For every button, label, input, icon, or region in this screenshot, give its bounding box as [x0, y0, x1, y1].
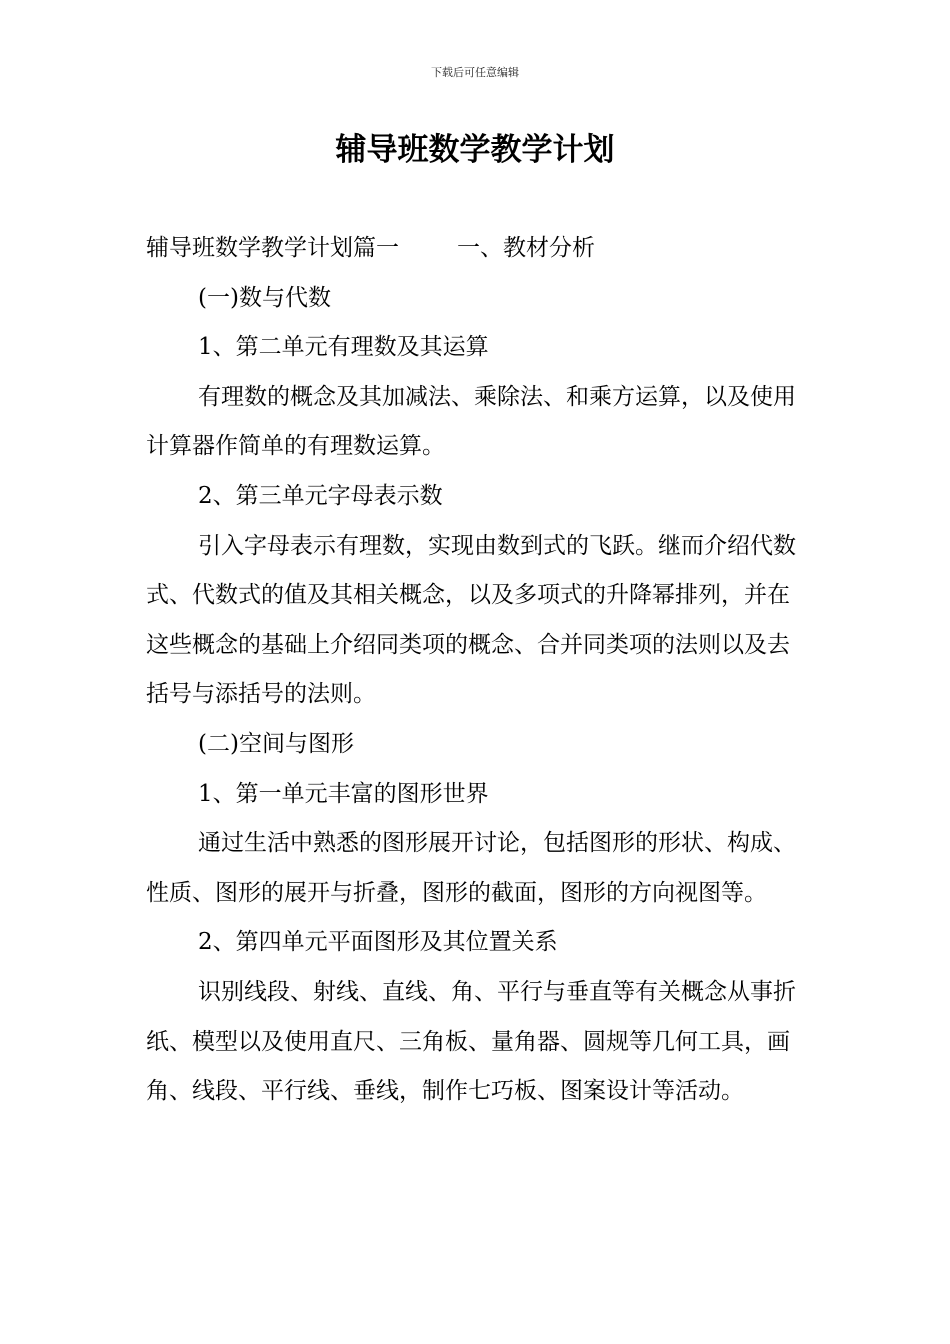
unit-heading: 1、第一单元丰富的图形世界 — [198, 780, 489, 807]
body-paragraph: 有理数的概念及其加减法、乘除法、和乘方运算，以及使用计算器作简单的有理数运算。 — [146, 383, 796, 460]
unit-heading: 1、第二单元有理数及其运算 — [198, 334, 489, 361]
subsection-heading: (一)数与代数 — [198, 284, 331, 311]
header-note: 下载后可任意编辑 — [431, 66, 519, 79]
body-paragraph: 通过生活中熟悉的图形展开讨论，包括图形的形状、构成、性质、图形的展开与折叠，图形的截面，图形的方向视图等。 — [146, 830, 796, 906]
body-paragraph: 引入字母表示有理数，实现由数到式的飞跃。继而介绍代数式、代数式的值及其相关概念，以及多项式的升降幂排列，并在这些概念的基础上介绍同类项的概念、合并同类项的法则以及去括号与添括号的法则。 — [146, 532, 796, 708]
intro-line — [146, 224, 806, 274]
subsection-heading: (二)空间与图形 — [198, 730, 354, 757]
intro-heading: 辅导班数学教学计划篇一 — [146, 235, 399, 261]
document-title: 辅导班数学教学计划 — [335, 132, 615, 168]
body-paragraph: 识别线段、射线、直线、角、平行与垂直等有关概念从事折纸、模型以及使用直尺、三角板、量角器、圆规等几何工具，画角、线段、平行线、垂线，制作七巧板、图案设计等活动。 — [146, 978, 796, 1105]
document-body — [146, 224, 806, 1117]
unit-heading: 2、第三单元字母表示数 — [198, 482, 443, 509]
unit-heading: 2、第四单元平面图形及其位置关系 — [198, 929, 558, 956]
section-heading: 一、教材分析 — [457, 235, 595, 261]
